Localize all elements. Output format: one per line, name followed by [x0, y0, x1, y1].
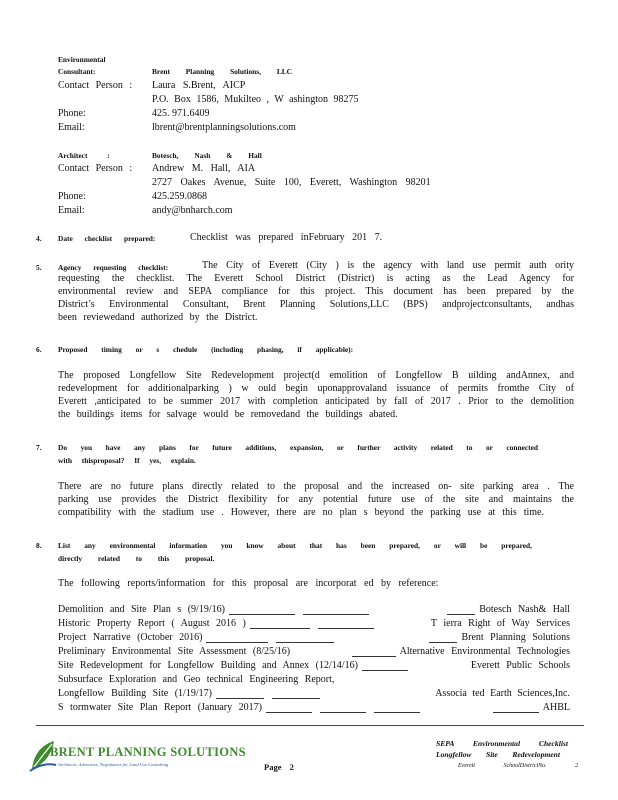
item-5-line-5: been reviewedand authorized by the District. [58, 312, 258, 323]
fill-line [352, 648, 396, 657]
reference-author: Everett Public Schools [470, 660, 570, 671]
architect-contact-name: Andrew M. Hall, AIA [152, 163, 256, 174]
env-consultant-company: Brent Planning Solutions, LLC [152, 67, 293, 76]
item-4-number: 4. [36, 234, 42, 243]
reference-author: T ierra Right of Way Services [430, 618, 570, 629]
fill-line [216, 690, 264, 699]
env-contact-label: Contact Person : [58, 80, 133, 91]
env-contact-name: Laura S.Brent, AICP [152, 80, 246, 91]
item-6-line-1: The proposed Longfellow Site Redevelopment project(d emolition of Longfellow B uilding andAnnex, and [58, 370, 574, 381]
reference-title: Subsurface Exploration and Geo technical Engineering Report, [58, 674, 335, 685]
fill-line [447, 606, 475, 615]
reference-author: Associa ted Earth Sciences,Inc. [435, 688, 570, 699]
item-5-line-4: District’s Environmental Consultant, Brent Planning Solutions,LLC (BPS) andprojectconsultants, andhas [58, 299, 574, 310]
env-email-label: Email: [58, 122, 85, 133]
item-7-line-3: compatibility with the stadium use . However, there are no plan s beyond the parking use at this time. [58, 507, 544, 518]
fill-line [362, 662, 408, 671]
item-6-line-3: Everett ,anticipated to be summer 2017 with completion anticipated by fall of 2017 . Prior to the demolition [58, 396, 574, 407]
item-8-label-2: directly related to this proposal. [58, 554, 215, 563]
logo-tagline: Architects, Advocates, Negotiators for Land Use Consulting [58, 762, 169, 767]
fill-line [250, 620, 310, 629]
architect-phone: 425.259.0868 [152, 191, 207, 202]
item-6-line-4: the buildings items for salvage would be removedand the buildings abated. [58, 409, 398, 420]
item-5-number: 5. [36, 263, 42, 272]
item-5-line-1: The City of Everett (City ) is the agency with land use permit auth ority [202, 260, 574, 271]
item-8-number: 8. [36, 541, 42, 550]
reference-row [58, 604, 570, 615]
item-4-label: Date checklist prepared: [58, 234, 156, 243]
item-5-line-3: environmental review and SEPA compliance for this project. This document has been prepared by the [58, 286, 574, 297]
item-6-number: 6. [36, 345, 42, 354]
fill-line [272, 690, 320, 699]
company-logo [28, 737, 246, 777]
item-7-label-2: with thisproposal? If yes, explain. [58, 456, 196, 465]
reference-author: AHBL [542, 702, 570, 713]
item-6-label: Proposed timing or s chedule (including phasing, if applicable): [58, 345, 354, 354]
env-consultant-label-2: Consultant: [58, 67, 96, 76]
reference-title: Longfellow Building Site (1/19/17) [58, 688, 212, 699]
env-phone-label: Phone: [58, 108, 86, 119]
item-6-line-2: redevelopment for additionalparking ) w ould begin uponapprovaland issuance of permits fromthe City of [58, 383, 574, 394]
footer-divider [36, 725, 584, 726]
fill-line [374, 704, 420, 713]
reference-row [58, 646, 570, 657]
reference-row [58, 674, 570, 685]
doc-title-3: Everett SchoolDistrictNo. 2 [458, 763, 578, 769]
reference-row [58, 632, 570, 643]
logo-wordmark: BRENT PLANNING SOLUTIONS [50, 745, 246, 759]
architect-address: 2727 Oakes Avenue, Suite 100, Everett, Washington 98201 [152, 177, 431, 188]
fill-line [318, 620, 374, 629]
architect-phone-label: Phone: [58, 191, 86, 202]
item-7-line-1: There are no future plans directly related to the proposal and the increased on- site parking area . The [58, 481, 574, 492]
item-4-text: Checklist was prepared inFebruary 201 7. [190, 232, 383, 243]
architect-company: Botesch, Nash & Hall [152, 151, 262, 160]
reference-author: Botesch Nash& Hall [479, 604, 570, 615]
reference-author: Alternative Environmental Technologies [399, 646, 570, 657]
reference-title: Project Narrative (October 2016) [58, 632, 203, 643]
reference-row [58, 660, 570, 671]
fill-line [229, 606, 295, 615]
reference-title: Preliminary Environmental Site Assessment (8/25/16) [58, 646, 291, 657]
env-address: P.O. Box 1586, Mukilteo , W ashington 98275 [152, 94, 359, 105]
item-8-label-1: List any environmental information you know about that has been prepared, or will be prepared, [58, 541, 532, 550]
fill-line [493, 704, 539, 713]
item-8-intro: The following reports/information for this proposal are incorporat ed by reference: [58, 578, 439, 589]
fill-line [320, 704, 366, 713]
env-phone: 425. 971.6409 [152, 108, 210, 119]
item-5-label: Agency requesting checklist: [58, 263, 169, 272]
fill-line [429, 634, 457, 643]
item-7-label-1: Do you have any plans for future additions, expansion, or further activity related to or connected [58, 443, 538, 452]
reference-row [58, 688, 570, 699]
reference-title: S tormwater Site Plan Report (January 2017) [58, 702, 262, 713]
reference-title: Historic Property Report ( August 2016 ) [58, 618, 246, 629]
fill-line [266, 704, 312, 713]
item-7-line-2: parking use provides the District flexibility for any potential future use of the site and maintains the [58, 494, 574, 505]
architect-email[interactable]: andy@bnharch.com [152, 205, 233, 216]
item-7-number: 7. [36, 443, 42, 452]
architect-email-label: Email: [58, 205, 85, 216]
doc-title-1: SEPA Environmental Checklist [436, 739, 568, 748]
fill-line [276, 634, 334, 643]
reference-title: Site Redevelopment for Longfellow Building and Annex (12/14/16) [58, 660, 358, 671]
architect-label: Architect : [58, 151, 110, 160]
env-email[interactable]: lbrent@brentplanningsolutions.com [152, 122, 296, 133]
item-5-line-2: requesting the checklist. The Everett School District (District) is acting as the Lead Agency for [58, 273, 574, 284]
env-consultant-label: Environmental [58, 55, 106, 64]
reference-title: Demolition and Site Plan s (9/19/16) [58, 604, 225, 615]
reference-author: Brent Planning Solutions [461, 632, 570, 643]
reference-row [58, 618, 570, 629]
page-number: Page 2 [264, 762, 294, 772]
doc-title-2: Longfellow Site Redevelopment [436, 750, 560, 759]
architect-contact-label: Contact Person : [58, 163, 133, 174]
fill-line [206, 634, 268, 643]
reference-row [58, 702, 570, 713]
fill-line [303, 606, 369, 615]
